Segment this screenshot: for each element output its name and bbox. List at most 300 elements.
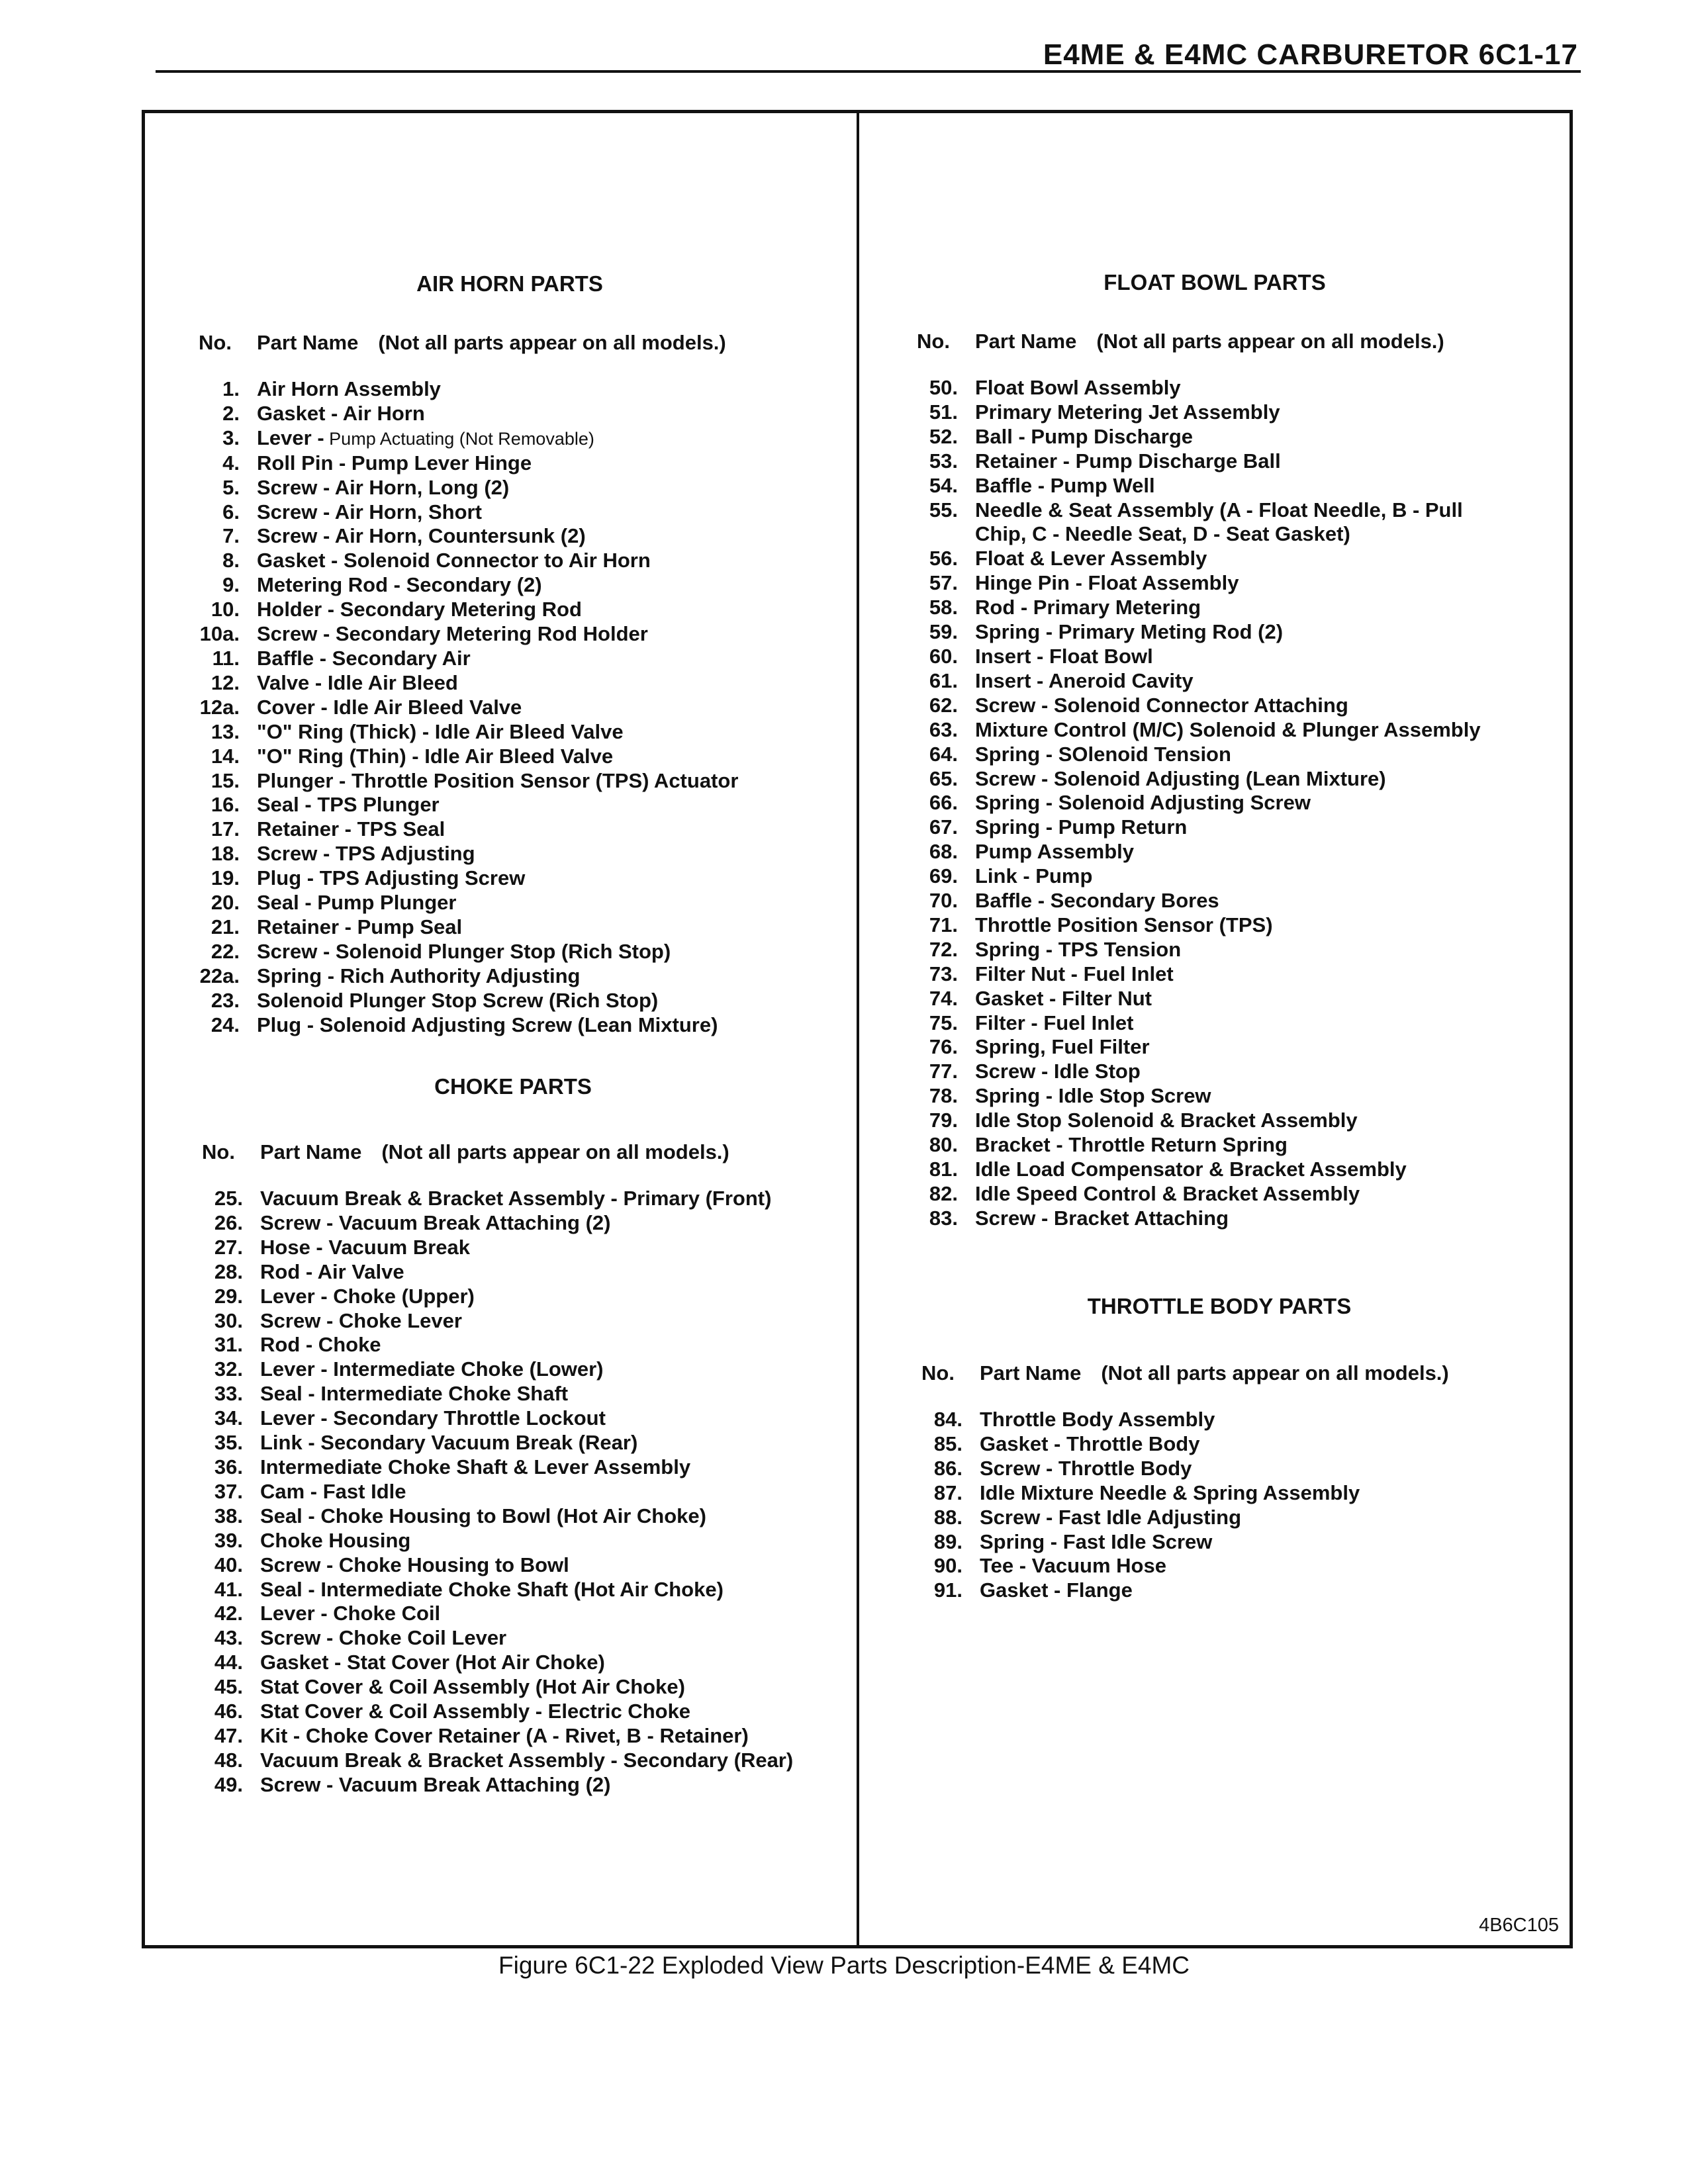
col-no-label: No. bbox=[202, 1140, 235, 1163]
float-bowl-title: FLOAT BOWL PARTS bbox=[1103, 270, 1326, 295]
part-name bbox=[260, 1504, 824, 1529]
part-number: 41. bbox=[214, 1577, 243, 1601]
part-number: 85. bbox=[933, 1432, 962, 1455]
part-row bbox=[199, 793, 821, 817]
part-row bbox=[199, 891, 821, 915]
part-number: 86. bbox=[933, 1456, 962, 1480]
part-row bbox=[921, 1408, 1517, 1432]
part-name bbox=[260, 1236, 824, 1260]
part-name-text: Intermediate Choke Shaft & Lever Assembly bbox=[260, 1455, 691, 1479]
part-row bbox=[199, 817, 821, 842]
part-name-text: Link - Secondary Vacuum Break (Rear) bbox=[260, 1431, 638, 1455]
part-name bbox=[975, 669, 1513, 694]
part-name bbox=[257, 598, 821, 622]
part-name-text: Rod - Primary Metering bbox=[975, 596, 1201, 619]
part-row bbox=[199, 622, 821, 647]
part-name bbox=[980, 1554, 1517, 1578]
part-number: 33. bbox=[214, 1382, 243, 1406]
part-name-text: Vacuum Break & Bracket Assembly - Secondary (Rear) bbox=[260, 1748, 794, 1772]
part-number: 82. bbox=[929, 1181, 958, 1205]
part-name bbox=[975, 400, 1513, 425]
part-name bbox=[257, 671, 821, 696]
part-name-text: Idle Stop Solenoid & Bracket Assembly bbox=[975, 1109, 1358, 1132]
part-name bbox=[257, 451, 821, 476]
part-row bbox=[917, 571, 1513, 596]
part-name bbox=[975, 449, 1513, 474]
choke-section bbox=[202, 1074, 824, 1797]
part-name-text: Screw - Solenoid Connector Attaching bbox=[975, 693, 1348, 717]
part-row bbox=[917, 474, 1513, 498]
part-name-text: Gasket - Air Horn bbox=[257, 401, 425, 425]
part-name bbox=[980, 1408, 1517, 1432]
part-name-text: Spring - TPS Tension bbox=[975, 937, 1182, 961]
part-name bbox=[975, 987, 1513, 1011]
part-number: 71. bbox=[929, 913, 958, 936]
part-name-text: Cover - Idle Air Bleed Valve bbox=[257, 695, 522, 719]
part-number: 23. bbox=[211, 988, 240, 1012]
part-row bbox=[917, 1084, 1513, 1109]
part-number: 76. bbox=[929, 1035, 958, 1059]
part-name bbox=[975, 1060, 1513, 1084]
part-name-text: Tee - Vacuum Hose bbox=[980, 1554, 1166, 1578]
float-bowl-column-header bbox=[917, 330, 1513, 353]
part-number: 77. bbox=[929, 1060, 958, 1083]
part-row bbox=[202, 1382, 824, 1406]
part-name bbox=[975, 498, 1513, 547]
part-name-text: Screw - Bracket Attaching bbox=[975, 1206, 1229, 1230]
part-name-text: Spring - Fast Idle Screw bbox=[980, 1529, 1213, 1553]
part-row bbox=[202, 1285, 824, 1309]
part-name-text: Screw - Choke Coil Lever bbox=[260, 1626, 507, 1650]
part-name bbox=[257, 891, 821, 915]
part-number: 45. bbox=[214, 1675, 243, 1699]
part-name-text: Screw - Vacuum Break Attaching (2) bbox=[260, 1772, 611, 1796]
part-name bbox=[257, 842, 821, 866]
part-name bbox=[980, 1481, 1517, 1506]
part-number: 47. bbox=[214, 1723, 243, 1747]
part-name-text: Screw - Air Horn, Long (2) bbox=[257, 475, 510, 499]
part-name bbox=[975, 889, 1513, 913]
part-name-text: Screw - Vacuum Break Attaching (2) bbox=[260, 1210, 611, 1234]
part-number: 69. bbox=[929, 864, 958, 888]
part-number: 11. bbox=[212, 646, 240, 670]
part-name-text: Screw - Fast Idle Adjusting bbox=[980, 1505, 1242, 1529]
part-row bbox=[917, 815, 1513, 840]
part-row bbox=[917, 791, 1513, 815]
part-row bbox=[917, 767, 1513, 792]
part-name bbox=[975, 864, 1513, 889]
part-row bbox=[917, 987, 1513, 1011]
part-number: 7. bbox=[222, 524, 240, 548]
part-name bbox=[260, 1773, 824, 1797]
part-name-text: Screw - Choke Housing to Bowl bbox=[260, 1553, 569, 1576]
part-row bbox=[199, 500, 821, 525]
part-name bbox=[257, 500, 821, 525]
part-name-text: Spring - Rich Authority Adjusting bbox=[257, 964, 581, 987]
part-number: 8. bbox=[222, 549, 240, 572]
part-name-text: Lever - Intermediate Choke (Lower) bbox=[260, 1357, 604, 1381]
part-row bbox=[199, 377, 821, 402]
part-name bbox=[260, 1602, 824, 1626]
part-name bbox=[260, 1578, 824, 1602]
part-number: 43. bbox=[214, 1626, 243, 1650]
part-number: 35. bbox=[214, 1431, 243, 1455]
part-name-text: Valve - Idle Air Bleed bbox=[257, 670, 458, 694]
part-number: 67. bbox=[929, 815, 958, 839]
part-row bbox=[202, 1700, 824, 1724]
part-number: 10a. bbox=[199, 622, 240, 646]
part-number: 13. bbox=[211, 719, 240, 743]
part-name bbox=[257, 377, 821, 402]
column-divider bbox=[857, 110, 859, 1947]
part-number: 40. bbox=[214, 1553, 243, 1576]
part-name bbox=[980, 1578, 1517, 1603]
part-row bbox=[202, 1309, 824, 1334]
part-number: 28. bbox=[214, 1259, 243, 1283]
part-number: 9. bbox=[222, 573, 240, 597]
part-row bbox=[199, 451, 821, 476]
part-number: 12a. bbox=[199, 695, 240, 719]
col-part-name-label: Part Name bbox=[257, 331, 359, 354]
part-name-text: Plug - TPS Adjusting Screw bbox=[257, 866, 526, 890]
part-name bbox=[257, 696, 821, 720]
part-name-text: Gasket - Solenoid Connector to Air Horn bbox=[257, 549, 651, 572]
part-number: 19. bbox=[211, 866, 240, 890]
part-name bbox=[260, 1333, 824, 1357]
part-number: 3. bbox=[222, 426, 240, 449]
part-number: 44. bbox=[214, 1651, 243, 1674]
part-row bbox=[202, 1187, 824, 1211]
part-row bbox=[921, 1578, 1517, 1603]
part-name-text: Spring - Pump Return bbox=[975, 815, 1188, 839]
part-number: 75. bbox=[929, 1011, 958, 1034]
part-number: 63. bbox=[929, 717, 958, 741]
part-number: 48. bbox=[214, 1748, 243, 1772]
part-name bbox=[260, 1529, 824, 1553]
part-number: 17. bbox=[211, 817, 240, 841]
part-number: 42. bbox=[214, 1602, 243, 1625]
part-row bbox=[917, 1158, 1513, 1182]
part-row bbox=[921, 1506, 1517, 1530]
part-name bbox=[975, 571, 1513, 596]
part-row bbox=[202, 1529, 824, 1553]
part-name bbox=[260, 1651, 824, 1675]
part-name-text: Roll Pin - Pump Lever Hinge bbox=[257, 451, 532, 475]
part-row bbox=[202, 1504, 824, 1529]
part-row bbox=[917, 620, 1513, 645]
part-name bbox=[257, 573, 821, 598]
part-row bbox=[917, 1109, 1513, 1133]
part-row bbox=[202, 1480, 824, 1504]
part-name-text: Baffle - Pump Well bbox=[975, 473, 1155, 497]
part-number: 62. bbox=[929, 693, 958, 717]
part-number: 20. bbox=[211, 891, 240, 915]
part-row bbox=[199, 720, 821, 745]
throttle-body-list bbox=[921, 1408, 1517, 1603]
part-name-text: Bracket - Throttle Return Spring bbox=[975, 1133, 1288, 1157]
part-name bbox=[257, 549, 821, 573]
part-row bbox=[917, 376, 1513, 400]
part-name bbox=[980, 1457, 1517, 1481]
part-number: 56. bbox=[929, 547, 958, 570]
part-row bbox=[202, 1626, 824, 1651]
part-number: 34. bbox=[214, 1406, 243, 1430]
col-no-label: No. bbox=[917, 330, 950, 353]
part-name bbox=[975, 840, 1513, 864]
part-name bbox=[975, 474, 1513, 498]
part-name bbox=[260, 1187, 824, 1211]
part-name-detail: Pump Actuating (Not Removable) bbox=[324, 428, 594, 449]
part-row bbox=[202, 1431, 824, 1455]
col-part-name-label: Part Name bbox=[260, 1140, 362, 1163]
part-row bbox=[917, 1182, 1513, 1206]
part-number: 73. bbox=[929, 962, 958, 985]
part-number: 18. bbox=[211, 842, 240, 866]
part-number: 66. bbox=[929, 791, 958, 815]
choke-column-header bbox=[202, 1140, 824, 1164]
part-number: 90. bbox=[933, 1554, 962, 1578]
part-row bbox=[202, 1602, 824, 1626]
part-row bbox=[917, 498, 1513, 547]
part-name bbox=[975, 547, 1513, 571]
part-name-text: Primary Metering Jet Assembly bbox=[975, 400, 1280, 424]
part-name bbox=[260, 1309, 824, 1334]
part-row bbox=[917, 840, 1513, 864]
part-name-text: Screw - TPS Adjusting bbox=[257, 842, 475, 866]
part-name-text: Metering Rod - Secondary (2) bbox=[257, 573, 542, 597]
part-name-text: Stat Cover & Coil Assembly - Electric Choke bbox=[260, 1700, 691, 1723]
figure-caption: Figure 6C1-22 Exploded View Parts Description-E4ME & E4MC bbox=[498, 1952, 1190, 1979]
part-name-text: Needle & Seat Assembly (A - Float Needle, B - Pull Chip, C - Needle Seat, D - Seat Gasket) bbox=[975, 498, 1463, 546]
part-name-text: Retainer - Pump Seal bbox=[257, 915, 463, 938]
col-part-name-label: Part Name bbox=[980, 1361, 1082, 1385]
part-row bbox=[199, 1013, 821, 1038]
part-name bbox=[975, 938, 1513, 962]
part-name-text: Air Horn Assembly bbox=[257, 377, 441, 400]
part-number: 37. bbox=[214, 1479, 243, 1503]
part-name bbox=[260, 1700, 824, 1724]
part-number: 81. bbox=[929, 1158, 958, 1181]
part-name bbox=[975, 815, 1513, 840]
part-name-text: Screw - Choke Lever bbox=[260, 1308, 462, 1332]
part-number: 65. bbox=[929, 766, 958, 790]
part-row bbox=[917, 913, 1513, 938]
part-number: 22a. bbox=[199, 964, 240, 987]
part-name-text: Screw - Solenoid Plunger Stop (Rich Stop) bbox=[257, 939, 671, 963]
part-name bbox=[975, 913, 1513, 938]
part-name bbox=[260, 1626, 824, 1651]
part-row bbox=[921, 1554, 1517, 1578]
part-row bbox=[917, 669, 1513, 694]
part-row bbox=[199, 647, 821, 671]
part-name bbox=[975, 1158, 1513, 1182]
part-name-text: Kit - Choke Cover Retainer (A - Rivet, B - Retainer) bbox=[260, 1723, 749, 1747]
part-number: 74. bbox=[929, 986, 958, 1010]
part-row bbox=[202, 1236, 824, 1260]
part-name bbox=[257, 622, 821, 647]
part-name-text: Rod - Choke bbox=[260, 1333, 381, 1357]
part-row bbox=[199, 696, 821, 720]
part-number: 64. bbox=[929, 742, 958, 766]
part-name bbox=[975, 743, 1513, 767]
part-name bbox=[975, 1133, 1513, 1158]
part-name bbox=[260, 1431, 824, 1455]
part-number: 52. bbox=[929, 424, 958, 448]
part-number: 4. bbox=[222, 451, 240, 475]
part-name bbox=[980, 1506, 1517, 1530]
part-number: 80. bbox=[929, 1133, 958, 1157]
part-name bbox=[975, 694, 1513, 718]
part-number: 26. bbox=[214, 1210, 243, 1234]
part-name-text: Spring - Primary Meting Rod (2) bbox=[975, 620, 1284, 644]
part-name bbox=[257, 915, 821, 940]
part-name bbox=[257, 793, 821, 817]
part-name-text: Seal - Choke Housing to Bowl (Hot Air Choke) bbox=[260, 1504, 706, 1527]
part-number: 29. bbox=[214, 1284, 243, 1308]
part-name bbox=[257, 989, 821, 1013]
part-name-text: Seal - Intermediate Choke Shaft (Hot Air Choke) bbox=[260, 1577, 724, 1601]
part-number: 61. bbox=[929, 668, 958, 692]
part-name-text: Screw - Air Horn, Short bbox=[257, 500, 482, 523]
part-name bbox=[975, 645, 1513, 669]
float-bowl-list bbox=[917, 376, 1513, 1231]
col-note: (Not all parts appear on all models.) bbox=[1096, 330, 1444, 353]
part-name-text: Mixture Control (M/C) Solenoid & Plunger Assembly bbox=[975, 717, 1481, 741]
part-name bbox=[257, 866, 821, 891]
part-number: 58. bbox=[929, 596, 958, 619]
part-number: 50. bbox=[929, 376, 958, 399]
part-row bbox=[917, 449, 1513, 474]
air-horn-column-header bbox=[199, 331, 821, 355]
part-name-text: Spring - Idle Stop Screw bbox=[975, 1084, 1211, 1108]
part-row bbox=[917, 718, 1513, 743]
part-name bbox=[975, 620, 1513, 645]
part-row bbox=[202, 1455, 824, 1480]
part-row bbox=[199, 866, 821, 891]
part-row bbox=[202, 1749, 824, 1773]
part-row bbox=[917, 864, 1513, 889]
part-row bbox=[202, 1651, 824, 1675]
part-name-text: Choke Housing bbox=[260, 1528, 411, 1552]
part-name-text: "O" Ring (Thin) - Idle Air Bleed Valve bbox=[257, 744, 614, 768]
part-row bbox=[917, 645, 1513, 669]
part-row bbox=[199, 940, 821, 964]
part-row bbox=[199, 964, 821, 989]
part-row bbox=[917, 425, 1513, 449]
part-row bbox=[202, 1675, 824, 1700]
part-name-text: Idle Mixture Needle & Spring Assembly bbox=[980, 1480, 1360, 1504]
part-name bbox=[975, 1011, 1513, 1036]
part-name bbox=[257, 426, 821, 451]
part-number: 27. bbox=[214, 1235, 243, 1259]
part-name bbox=[975, 1109, 1513, 1133]
part-name-text: Stat Cover & Coil Assembly (Hot Air Choke) bbox=[260, 1675, 685, 1699]
part-row bbox=[199, 989, 821, 1013]
part-name-text: Plug - Solenoid Adjusting Screw (Lean Mixture) bbox=[257, 1013, 718, 1036]
part-name-text: Solenoid Plunger Stop Screw (Rich Stop) bbox=[257, 988, 659, 1012]
part-number: 32. bbox=[214, 1357, 243, 1381]
part-name-text: Pump Assembly bbox=[975, 840, 1135, 864]
part-row bbox=[202, 1724, 824, 1749]
air-horn-title: AIR HORN PARTS bbox=[416, 271, 603, 296]
part-row bbox=[917, 1011, 1513, 1036]
part-number: 60. bbox=[929, 644, 958, 668]
part-number: 39. bbox=[214, 1528, 243, 1552]
part-name bbox=[260, 1455, 824, 1480]
choke-title: CHOKE PARTS bbox=[434, 1074, 592, 1099]
part-row bbox=[917, 1206, 1513, 1231]
part-number: 12. bbox=[211, 670, 240, 694]
part-name bbox=[257, 1013, 821, 1038]
part-number: 53. bbox=[929, 449, 958, 473]
part-number: 16. bbox=[211, 793, 240, 817]
part-number: 2. bbox=[222, 401, 240, 425]
part-name-text: Link - Pump bbox=[975, 864, 1093, 888]
part-name-text: Screw - Air Horn, Countersunk (2) bbox=[257, 524, 586, 548]
part-name bbox=[975, 1206, 1513, 1231]
part-row bbox=[199, 573, 821, 598]
part-name-text: Lever - bbox=[257, 426, 324, 449]
part-number: 46. bbox=[214, 1700, 243, 1723]
part-name bbox=[975, 1035, 1513, 1060]
part-name bbox=[260, 1724, 824, 1749]
col-note: (Not all parts appear on all models.) bbox=[381, 1140, 729, 1163]
part-name bbox=[975, 718, 1513, 743]
part-number: 31. bbox=[214, 1333, 243, 1357]
part-row bbox=[917, 400, 1513, 425]
part-name-text: Spring - Solenoid Adjusting Screw bbox=[975, 791, 1311, 815]
part-name bbox=[975, 425, 1513, 449]
part-number: 72. bbox=[929, 937, 958, 961]
part-name bbox=[975, 596, 1513, 620]
part-name-text: Hinge Pin - Float Assembly bbox=[975, 571, 1239, 595]
part-name bbox=[260, 1480, 824, 1504]
part-name-text: Screw - Secondary Metering Rod Holder bbox=[257, 622, 648, 646]
part-number: 59. bbox=[929, 620, 958, 644]
part-name bbox=[260, 1357, 824, 1382]
part-name bbox=[257, 720, 821, 745]
part-name bbox=[975, 376, 1513, 400]
part-number: 1. bbox=[222, 377, 240, 400]
part-name-text: Baffle - Secondary Bores bbox=[975, 889, 1219, 913]
part-name-text: Filter - Fuel Inlet bbox=[975, 1011, 1134, 1034]
part-name-text: Throttle Position Sensor (TPS) bbox=[975, 913, 1273, 936]
part-row bbox=[921, 1481, 1517, 1506]
part-row bbox=[202, 1553, 824, 1578]
part-name-text: Plunger - Throttle Position Sensor (TPS) Actuator bbox=[257, 768, 739, 792]
col-note: (Not all parts appear on all models.) bbox=[378, 331, 726, 354]
part-row bbox=[917, 547, 1513, 571]
part-name-text: Rod - Air Valve bbox=[260, 1259, 404, 1283]
part-name-text: Holder - Secondary Metering Rod bbox=[257, 598, 582, 621]
part-name-text: Insert - Aneroid Cavity bbox=[975, 668, 1194, 692]
part-row bbox=[199, 915, 821, 940]
part-name bbox=[257, 402, 821, 426]
throttle-body-title: THROTTLE BODY PARTS bbox=[1087, 1294, 1352, 1318]
part-name-text: Float & Lever Assembly bbox=[975, 547, 1207, 570]
part-row bbox=[917, 1060, 1513, 1084]
part-name-text: Gasket - Filter Nut bbox=[975, 986, 1152, 1010]
part-name bbox=[260, 1260, 824, 1285]
part-number: 30. bbox=[214, 1308, 243, 1332]
part-row bbox=[202, 1773, 824, 1797]
part-name bbox=[260, 1553, 824, 1578]
part-row bbox=[199, 842, 821, 866]
part-number: 87. bbox=[933, 1480, 962, 1504]
col-no-label: No. bbox=[199, 331, 232, 354]
part-row bbox=[921, 1432, 1517, 1457]
part-row bbox=[202, 1333, 824, 1357]
